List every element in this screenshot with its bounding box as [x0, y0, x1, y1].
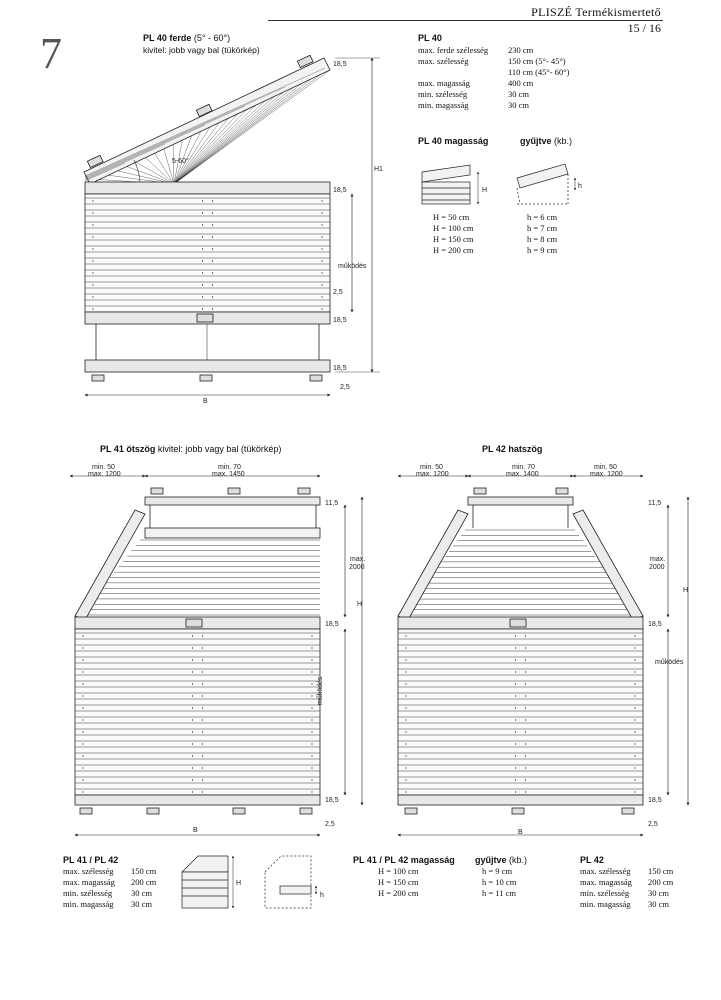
pl42-mid-dim: 18,5	[648, 621, 662, 628]
pl42-mid-min: min. 70	[512, 464, 535, 471]
pl40-b-label: B	[203, 398, 208, 405]
pl41-42-height-list: H = 100 cm H = 150 cm H = 200 cm	[378, 866, 419, 898]
pl42-maxh2-label: 2000	[649, 564, 665, 571]
spec-row: min. magasság 30 cm	[580, 899, 670, 909]
pl41-left-min: min. 50	[92, 464, 115, 471]
pl41-left-max: max. 1200	[88, 471, 121, 478]
pl42-gap-dim: 2,5	[648, 821, 658, 828]
pl40-height-title: PL 40 magasság	[418, 136, 489, 146]
pleat-line	[136, 162, 174, 184]
pl40-h-label: H	[482, 187, 488, 194]
pl41-42-h-small-label: h	[320, 892, 324, 899]
pl41-gap-dim: 2,5	[325, 821, 335, 828]
spec-row: max. magasság 400 cm	[418, 78, 534, 88]
pl41-42-height-title: PL 41 / PL 42 magasság	[353, 855, 455, 865]
pl42-specs-title: PL 42	[580, 855, 604, 865]
page-number: 15 / 16	[627, 21, 661, 35]
pl42-b-label: B	[518, 829, 523, 836]
spec-row: max. ferde szélesség 230 cm	[418, 45, 534, 55]
pl41-mukodes-label: működés	[317, 676, 324, 705]
pl42-right-max: max. 1200	[590, 471, 623, 478]
pl42-left-min: min. 50	[420, 464, 443, 471]
spec-row: min. szélesség 30 cm	[63, 888, 153, 898]
pl40-ferde-title: PL 40 ferde (5° - 60°)	[143, 33, 231, 43]
pl41-42-height-icon	[182, 856, 233, 908]
pl40-collapsed-title: gyűjtve (kb.)	[520, 136, 573, 146]
pl42-mukodes-label: működés	[655, 659, 684, 666]
pl40-lower-rail-dim: 18,5	[333, 365, 347, 372]
pl42-mid-max: max. 1400	[506, 471, 539, 478]
pl40-height-icon	[422, 165, 478, 204]
pl40-specs-title: PL 40	[418, 33, 442, 43]
spec-row: max. szélesség 150 cm	[580, 866, 674, 876]
spec-row: min. szélesség 30 cm	[418, 89, 530, 99]
pl41-42-h-label: H	[236, 880, 242, 887]
pl40-gap-dim: 2,5	[333, 289, 343, 296]
pl41-title: PL 41 ötszög kivitel: jobb vagy bal (tükörkép)	[100, 444, 282, 454]
pl41-42-specs-title: PL 41 / PL 42	[63, 855, 119, 865]
pl40-h1-label: H1	[374, 166, 383, 173]
pleat-line	[127, 166, 174, 184]
pl40-side-dim: 2,5	[340, 384, 350, 391]
pl40-height-list: H = 50 cm H = 100 cm H = 150 cm H = 200 cm	[433, 212, 474, 255]
spec-row: 110 cm (45°- 60°)	[508, 67, 570, 77]
pl40-angle-label: 18,5	[333, 61, 347, 68]
pl41-drawing	[70, 476, 362, 835]
header-title: PLISZÉ Termékismertető	[531, 5, 661, 19]
pl40-mukodes-label: működés	[338, 263, 367, 270]
pl41-bottom-dim: 18,5	[325, 797, 339, 804]
pl40-collapsed-list: h = 6 cm h = 7 cm h = 8 cm h = 9 cm	[527, 212, 558, 255]
pl42-title: PL 42 hatszög	[482, 444, 543, 454]
pl42-left-max: max. 1200	[416, 471, 449, 478]
spec-row: max. szélesség 150 cm (5°- 45°)	[418, 56, 566, 66]
spec-row: max. magasság 200 cm	[63, 877, 157, 887]
pl41-42-collapsed-title: gyűjtve (kb.)	[475, 855, 528, 865]
pl42-h-label: H	[683, 587, 689, 594]
pl41-mid-dim: 18,5	[325, 621, 339, 628]
pl41-mid-max: max. 1450	[212, 471, 245, 478]
pleat-line	[164, 149, 174, 184]
pl42-bottom-dim: 18,5	[648, 797, 662, 804]
pl40-ferde-drawing	[84, 55, 380, 395]
pl41-42-collapsed-icon	[265, 856, 316, 908]
spec-row: min. magasság 30 cm	[418, 100, 530, 110]
pleat-line	[85, 106, 245, 178]
pl41-maxh-label: max.	[350, 556, 366, 563]
spec-row: min. szélesség 30 cm	[580, 888, 670, 898]
pl41-maxh2-label: 2000	[349, 564, 365, 571]
pl40-collapsed-icon	[517, 164, 575, 204]
pl40-h-small-label: h	[578, 183, 582, 190]
pl41-mid-min: min. 70	[218, 464, 241, 471]
pl42-drawing	[398, 476, 688, 835]
spec-row: max. magasság 200 cm	[580, 877, 674, 887]
pl41-42-collapsed-list: h = 9 cm h = 10 cm h = 11 cm	[482, 866, 517, 898]
spec-row: max. szélesség 150 cm	[63, 866, 157, 876]
pl41-top-dim: 11,5	[325, 500, 339, 507]
pl40-angle-text: 5-60°	[172, 158, 189, 165]
pl42-right-min: min. 50	[594, 464, 617, 471]
pl40-top-rail-dim: 18,5	[333, 187, 347, 194]
pl41-b-label: B	[193, 827, 198, 834]
pl42-top-dim: 11,5	[648, 500, 662, 507]
pl41-h-label: H	[357, 601, 363, 608]
section-number: 7	[40, 29, 62, 78]
pl42-maxh-label: max.	[650, 556, 666, 563]
pl40-ferde-subtitle: kivitel: jobb vagy bal (tükörkép)	[143, 45, 260, 55]
spec-row: min. magasság 30 cm	[63, 899, 153, 909]
pl40-bottom-rail-dim: 18,5	[333, 317, 347, 324]
